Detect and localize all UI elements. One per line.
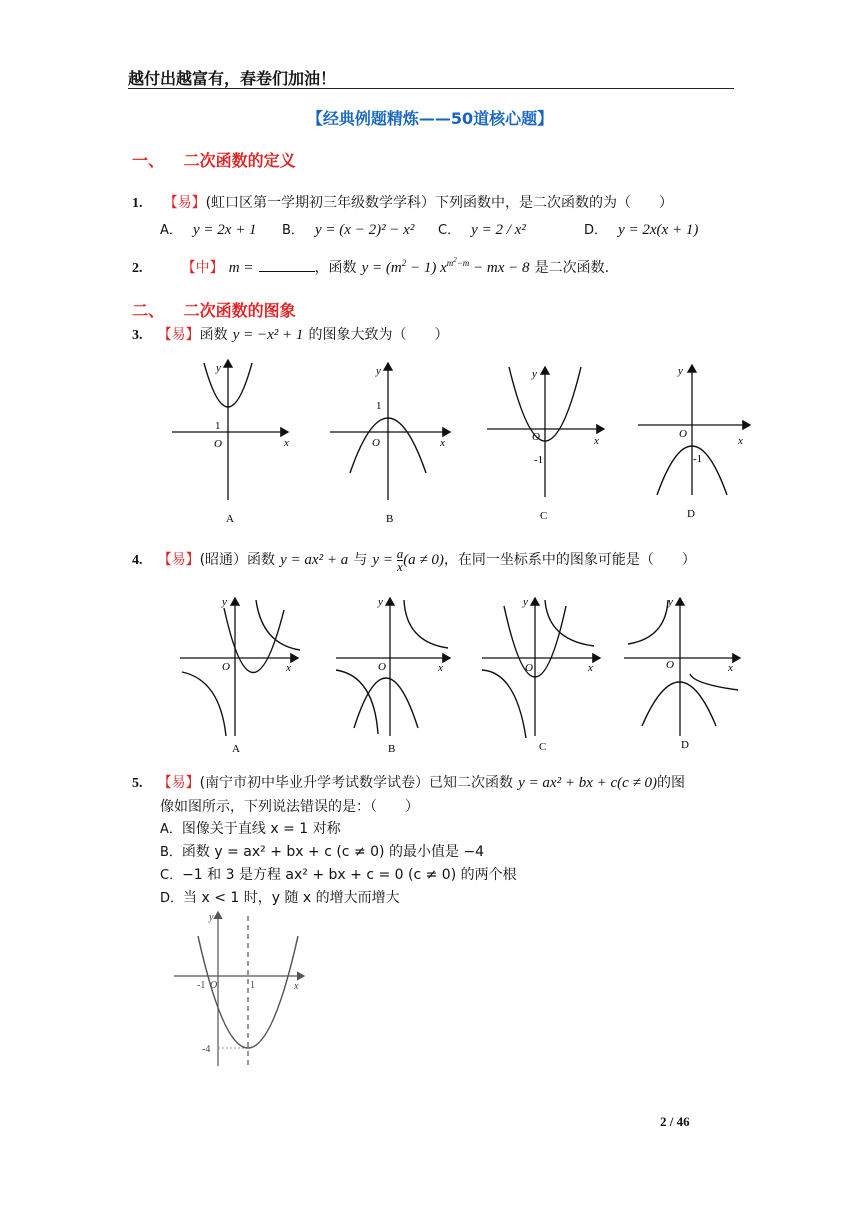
origin-label: O [679, 428, 687, 440]
q2-function: $y = (m^2 - 1) x^{m^2-m}$ − mx − 8 [361, 256, 530, 276]
option-letter: A． [160, 223, 182, 238]
header-divider [128, 88, 734, 89]
option-b [282, 219, 414, 239]
q4-graph-b[interactable] [336, 596, 450, 755]
q5-option-b[interactable] [160, 841, 484, 861]
option-text: −1 和 3 是方程 ax² + bx + c = 0 (c ≠ 0) 的两个根 [182, 867, 517, 883]
header-slogan: 越付出越富有，春卷们加油！ [128, 69, 337, 88]
axis-y-label: y [378, 596, 383, 608]
intercept-label: -1 [693, 453, 703, 465]
axis-x-label: x [588, 662, 593, 674]
question-number: 3. [132, 328, 143, 343]
question-stem-1: (南宁市初中毕业升学考试数学试卷）已知二次函数 [199, 775, 514, 791]
option-expression: y = 2 / x² [471, 222, 526, 238]
question-stem-pre: (昭通）函数 [199, 551, 276, 568]
axis-y-label: y [678, 365, 683, 377]
section-heading-1 [132, 148, 296, 171]
graph-letter: D [681, 739, 689, 751]
option-expression: y = 2x(x + 1) [618, 222, 699, 238]
graph-letter: C [540, 510, 548, 522]
option-d [584, 219, 698, 239]
q4-graphs [160, 588, 760, 763]
axis-y-label: y [668, 596, 673, 608]
graph-letter: B [388, 743, 396, 755]
option-letter: B． [282, 223, 304, 238]
option-expression: y = (x − 2)² − x² [315, 222, 415, 238]
origin-label: O [532, 431, 540, 443]
question-2 [132, 256, 609, 277]
difficulty-tag: 【易】 [163, 195, 206, 211]
q3-graph-b[interactable] [330, 363, 450, 525]
axis-y-label: y [216, 362, 221, 374]
axis-x-label: x [284, 437, 289, 449]
q4-graph-d[interactable] [624, 596, 740, 751]
option-text: 函数 y = ax² + bx + c (c ≠ 0) 的最小值是 −4 [181, 844, 485, 860]
q5-option-a[interactable] [160, 818, 341, 838]
option-letter: D． [584, 223, 608, 238]
axis-x-label: x [728, 662, 733, 674]
origin-label: O [372, 437, 380, 449]
question-1 [132, 192, 673, 212]
answer-blank[interactable] [259, 259, 315, 272]
q3-graph-d[interactable] [638, 365, 750, 520]
q2-connector: ，函数 [314, 260, 357, 276]
question-stem-post: ，在同一坐标系中的图象可能是（ ） [443, 551, 696, 568]
q3-graph-a[interactable] [172, 360, 289, 525]
section-heading-2 [132, 298, 296, 321]
axis-x-label: x [438, 662, 443, 674]
option-letter: D． [160, 891, 184, 906]
question-stem-1-end: 的图 [657, 775, 686, 791]
axis-x-label: x [286, 662, 291, 674]
q3-graph-c[interactable] [487, 367, 604, 522]
origin-label: O [525, 662, 533, 674]
q5-condition: (c ≠ 0) [617, 775, 658, 791]
axis-of-symmetry-label: 1 [250, 980, 255, 991]
difficulty-tag: 【易】 [157, 327, 200, 343]
origin-label: O [666, 659, 674, 671]
intercept-label: -1 [534, 454, 544, 466]
minimum-label: -4 [202, 1044, 211, 1055]
option-letter: C． [438, 223, 461, 238]
intercept-label: 1 [376, 400, 382, 412]
section-label: 二次函数的图象 [183, 301, 296, 320]
question-3 [132, 324, 448, 344]
axis-x-label: x [440, 437, 445, 449]
question-number: 5. [132, 776, 143, 791]
option-a [160, 219, 257, 239]
option-letter: C． [160, 868, 183, 883]
option-text: 当 x < 1 时，y 随 x 的增大而增大 [183, 890, 400, 906]
axis-y-label: y [209, 912, 214, 923]
q4-expression-1: y = ax² + a [280, 551, 349, 568]
origin-label: O [210, 980, 218, 991]
section-number: 二、 [132, 301, 165, 320]
axis-y-label: y [376, 365, 381, 377]
q5-expression: y = ax² + bx + c [518, 775, 618, 791]
option-text: 图像关于直线 x = 1 对称 [181, 821, 341, 837]
graph-letter: A [226, 513, 234, 525]
page-number: 2 / 46 [660, 1114, 690, 1129]
q5-option-d[interactable] [160, 887, 400, 907]
root-left-label: -1 [197, 980, 206, 991]
axis-x-label: x [594, 435, 599, 447]
page-title: 【经典例题精炼——50道核心题】 [306, 109, 554, 128]
question-stem-post: 的图象大致为（ ） [308, 327, 449, 343]
graph-letter: B [386, 513, 394, 525]
section-label: 二次函数的定义 [183, 151, 296, 170]
q4-connector: 与 [353, 551, 368, 568]
axis-x-label: x [738, 435, 743, 447]
axis-y-label: y [523, 596, 528, 608]
origin-label: O [222, 661, 230, 673]
question-5 [132, 772, 685, 792]
graph-letter: A [232, 743, 240, 755]
q2-end: 是二次函数. [534, 260, 610, 276]
q4-graph-c[interactable] [482, 596, 600, 753]
question-stem-2: 像如图所示，下列说法错误的是：（ ） [160, 799, 419, 815]
q5-graph [170, 908, 320, 1070]
graph-letter: D [687, 508, 695, 520]
question-number: 2. [132, 261, 143, 276]
graph-letter: C [539, 741, 547, 753]
q4-graph-a[interactable] [180, 596, 300, 755]
question-stem: (虹口区第一学期初三年级数学学科）下列函数中，是二次函数的为（ ） [205, 195, 674, 211]
question-stem-pre: 函数 [199, 327, 228, 343]
option-expression: y = 2x + 1 [193, 222, 257, 238]
axis-y-label: y [532, 368, 537, 380]
origin-label: O [214, 438, 222, 450]
option-letter: A． [160, 822, 182, 837]
option-letter: B． [160, 845, 182, 860]
q3-expression: y = −x² + 1 [232, 327, 304, 343]
origin-label: O [378, 661, 386, 673]
q5-option-c[interactable] [160, 864, 517, 884]
option-c [438, 219, 526, 239]
question-number: 1. [132, 196, 143, 211]
difficulty-tag: 【易】 [157, 775, 200, 791]
intercept-label: 1 [215, 420, 221, 432]
section-number: 一、 [132, 151, 165, 170]
question-number: 4. [132, 552, 143, 568]
q4-expression-2: y = $\frac{a}{x}$ (a ≠ 0) [372, 546, 444, 574]
q3-graphs [160, 355, 760, 530]
difficulty-tag: 【易】 [157, 551, 200, 568]
question-4 [132, 548, 696, 573]
axis-y-label: y [222, 596, 227, 608]
axis-x-label: x [294, 981, 299, 992]
difficulty-tag: 【中】 [181, 260, 224, 276]
m-equals: m = [228, 260, 254, 276]
